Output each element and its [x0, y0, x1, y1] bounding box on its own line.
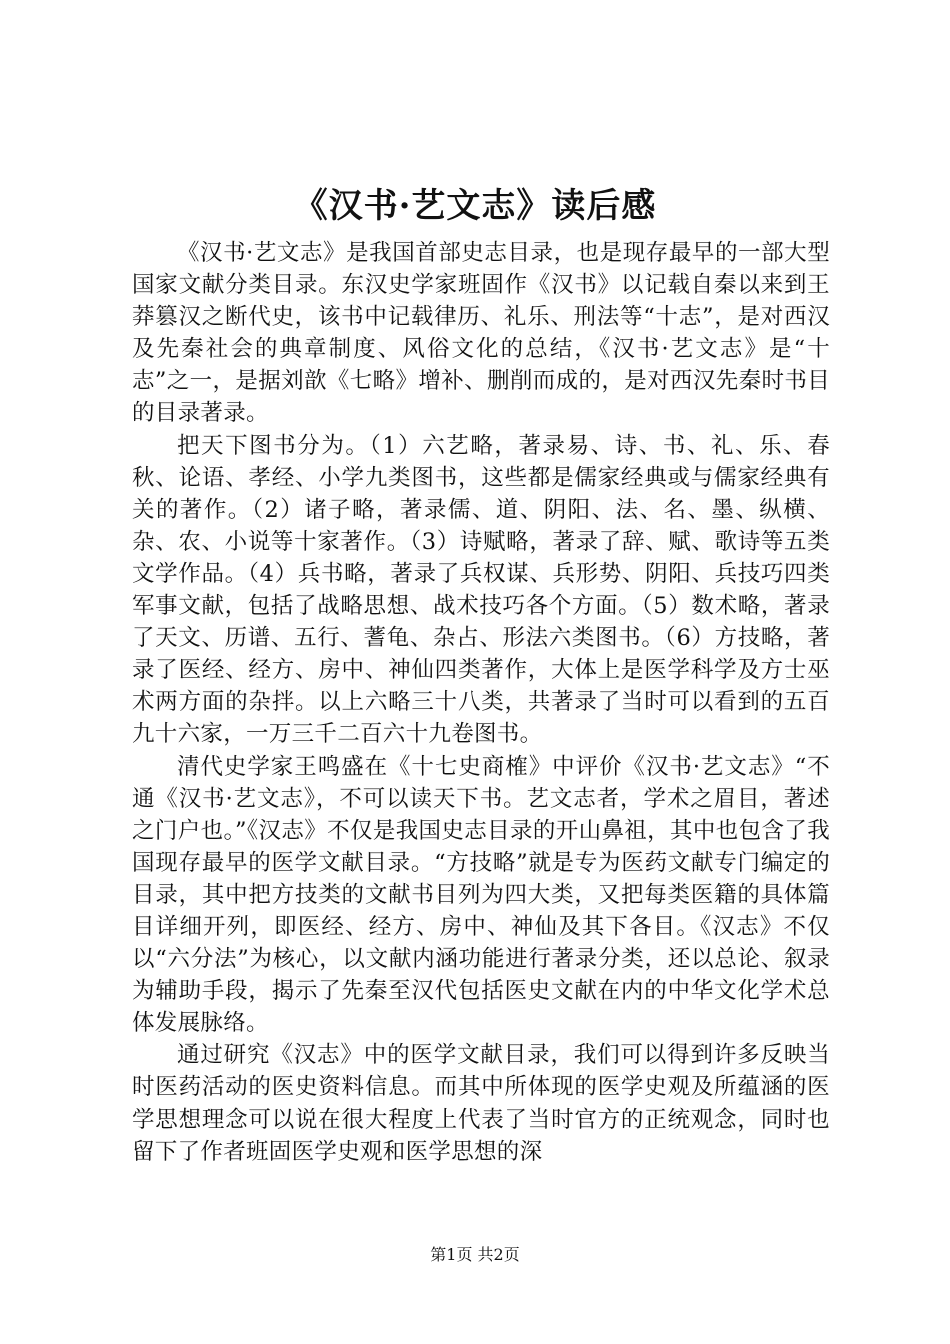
- document-body: [132, 237, 830, 1168]
- paragraph-1: 《汉书·艺文志》是我国首部史志目录，也是现存最早的一部大型国家文献分类目录。东汉史学家班固作《汉书》以记载自秦以来到王莽篡汉之断代史，该书中记载律历、礼乐、刑法等“十志”，是对西汉及先秦社会的典章制度、风俗文化的总结，《汉书·艺文志》是“十志”之一，是据刘歆《七略》增补、删削而成的，是对西汉先秦时书目的目录著录。: [132, 240, 830, 427]
- document-title: 《汉书·艺文志》读后感: [293, 186, 657, 226]
- paragraph-2: 把天下图书分为。（1）六艺略，著录易、诗、书、礼、乐、春秋、论语、孝经、小学九类图书，这些都是儒家经典或与儒家经典有关的著作。（2）诸子略，著录儒、道、阴阳、法、名、墨、纵横、杂、农、小说等十家著作。（3）诗赋略，著录了辞、赋、歌诗等五类文学作品。（4）兵书略，著录了兵权谋、兵形势、阴阳、兵技巧四类军事文献，包括了战略思想、战术技巧各个方面。（5）数术略，著录了天文、历谱、五行、蓍龟、杂占、形法六类图书。（6）方技略，著录了医经、经方、房中、神仙四类著作，大体上是医学科学及方士巫术两方面的杂拌。以上六略三十八类，共著录了当时可以看到的五百九十六家，一万三千二百六十九卷图书。: [132, 432, 830, 748]
- paragraph-4: 通过研究《汉志》中的医学文献目录，我们可以得到许多反映当时医药活动的医史资料信息。而其中所体现的医学史观及所蕴涵的医学思想理念可以说在很大程度上代表了当时官方的正统观念，同时也留下了作者班固医学史观和医学思想的深: [132, 1042, 830, 1165]
- page-number-footer: 第1页 共2页: [430, 1245, 520, 1264]
- paragraph-3: 清代史学家王鸣盛在《十七史商榷》中评价《汉书·艺文志》“不通《汉书·艺文志》，不可以读天下书。艺文志者，学术之眉目，著述之门户也。”《汉志》不仅是我国史志目录的开山鼻祖，其中也包含了我国现存最早的医学文献目录。“方技略”就是专为医药文献专门编定的目录，其中把方技类的文献书目列为四大类，又把每类医籍的具体篇目详细开列，即医经、经方、房中、神仙及其下各目。《汉志》不仅以“六分法”为核心，以文献内涵功能进行著录分类，还以总论、叙录为辅助手段，揭示了先秦至汉代包括医史文献在内的中华文化学术总体发展脉络。: [132, 753, 830, 1037]
